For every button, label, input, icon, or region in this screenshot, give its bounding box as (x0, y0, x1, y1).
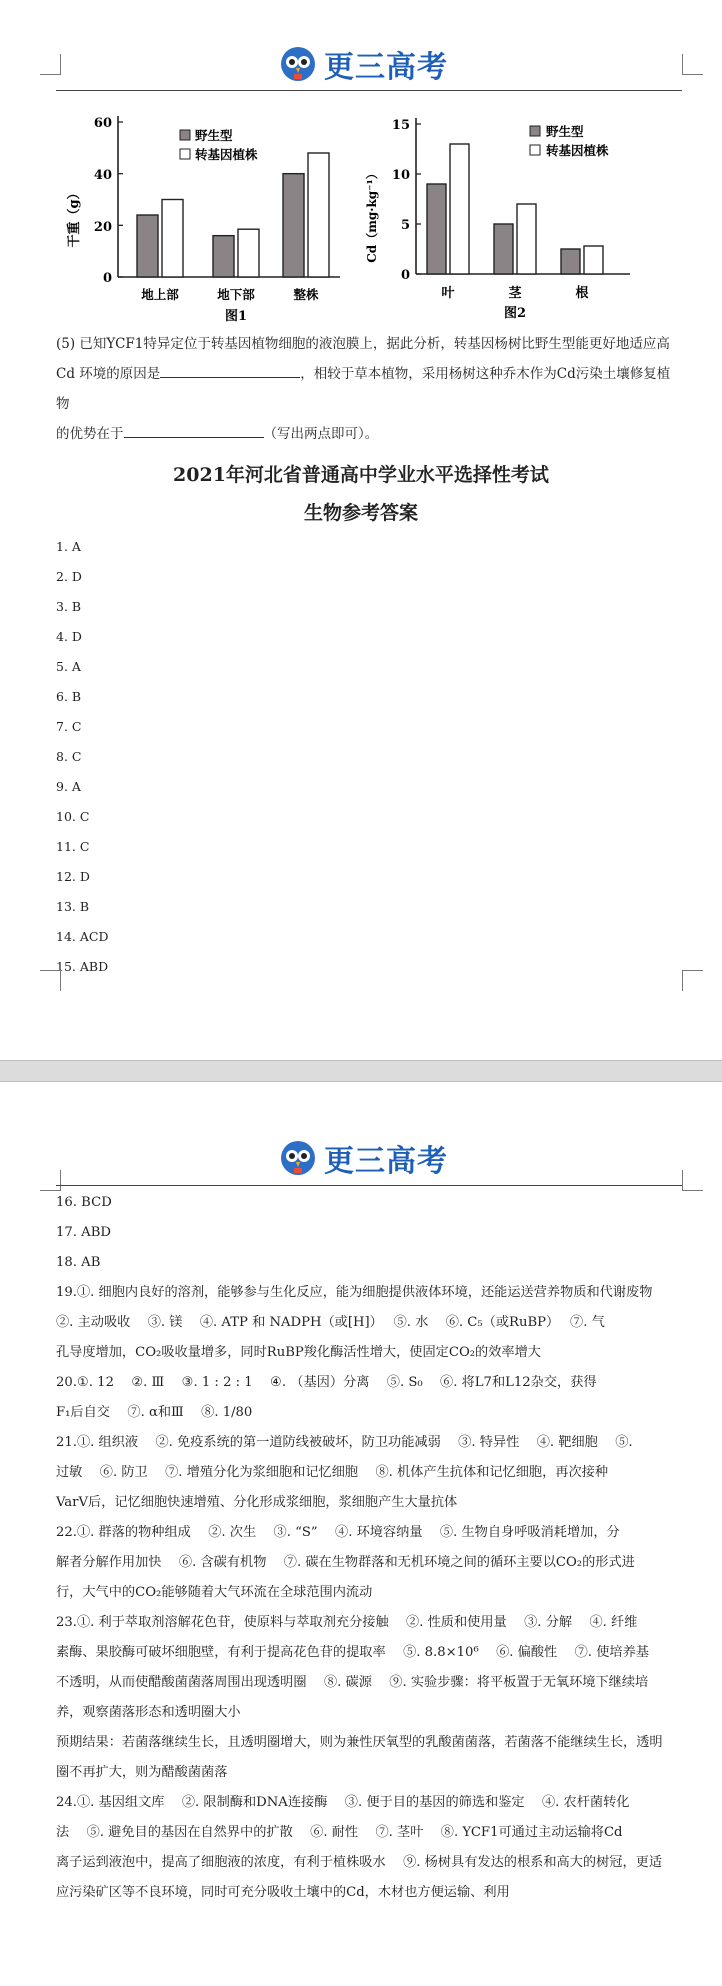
crop-mark (40, 970, 61, 991)
answer-blank (160, 363, 300, 378)
fig2-caption: 图2 (503, 306, 527, 321)
answer-line: 21.①. 组织液 ②. 免疫系统的第一道防线被破坏，防卫功能减弱 ③. 特异性 ④. 靶细胞 ⑤. (56, 1435, 633, 1450)
q5-line-1: (5) 已知YCF1特异定位于转基因植物细胞的液泡膜上，据此分析，转基因杨树比野生型能更好地适应高 (56, 336, 670, 352)
answer-item: 15. ABD (56, 959, 109, 974)
answer-18: 18. AB (56, 1255, 101, 1270)
fig2-ytick: 0 (400, 268, 410, 283)
crop-mark (682, 54, 703, 75)
fig2-ylabel: Cd（mg·kg⁻¹） (365, 167, 379, 263)
answer-line: 圈不再扩大，则为醋酸菌菌落 (56, 1765, 228, 1780)
answer-item: 9. A (56, 779, 81, 794)
answer-blank (124, 423, 264, 438)
owl-logo-icon (280, 1140, 316, 1176)
exam-subtitle: 生物参考答案 (303, 502, 418, 524)
answer-line: 离子运到液泡中，提高了细胞液的浓度，有利于植株吸水 ⑨. 杨树具有发达的根系和高大的树冠，更适 (56, 1855, 663, 1870)
bar-wild-type (137, 215, 158, 277)
q5-line-3 (56, 419, 682, 449)
answer-line: 过敏 ⑥. 防卫 ⑦. 增殖分化为浆细胞和记忆细胞 ⑧. 机体产生抗体和记忆细胞，再次接种 (56, 1465, 609, 1480)
bar-wild-type (494, 224, 513, 274)
question-5 (56, 329, 682, 449)
crop-mark (682, 970, 703, 991)
answer-item: 4. D (56, 629, 82, 644)
answer-line: 养，观察菌落形态和透明圈大小 (56, 1705, 241, 1720)
fig1-ytick: 20 (93, 220, 112, 235)
answer-21 (56, 1428, 684, 1518)
bar-wild-type (427, 184, 446, 274)
owl-logo-icon (280, 46, 316, 82)
answer-item: 6. B (56, 689, 82, 704)
answer-17: 17. ABD (56, 1225, 111, 1240)
figure-2-chart (360, 105, 680, 335)
answer-22 (56, 1518, 684, 1608)
answer-line: VarV后，记忆细胞快速增殖、分化形成浆细胞，浆细胞产生大量抗体 (56, 1495, 458, 1510)
bar-wild-type (283, 174, 304, 277)
answer-line: 24.①. 基因组文库 ②. 限制酶和DNA连接酶 ③. 便于目的基因的筛选和鉴定 ④. 农杆菌转化 (56, 1795, 630, 1810)
fig2-category: 叶 (441, 286, 455, 301)
fig2-category: 茎 (508, 286, 522, 301)
answer-line: 素酶、果胶酶可破坏细胞壁，有利于提高花色苷的提取率 ⑤. 8.8×10⁶ ⑥. 偏酸性 ⑦. 使培养基 (56, 1645, 649, 1660)
legend-swatch-transgenic (180, 149, 190, 159)
q5-line-2 (56, 359, 682, 419)
fig1-category: 地上部 (141, 287, 179, 302)
crop-mark (40, 54, 61, 75)
answer-line: 不透明，从而使醋酸菌菌落周围出现透明圈 ⑧. 碳源 ⑨. 实验步骤：将平板置于无氧环境下继续培 (56, 1675, 649, 1690)
fig2-ytick: 15 (391, 118, 410, 133)
answer-item: 10. C (56, 809, 90, 824)
fig1-category: 整株 (293, 287, 319, 302)
answer-line: 行，大气中的CO₂能够随着大气环流在全球范围内流动 (56, 1585, 373, 1600)
fig2-legend-transgenic: 转基因植株 (546, 143, 609, 158)
answer-line: ②. 主动吸收 ③. 镁 ④. ATP 和 NADPH（或[H]） ⑤. 水 ⑥. C₅（或RuBP） ⑦. 气 (56, 1315, 605, 1330)
answer-item: 2. D (56, 569, 82, 584)
answer-19 (56, 1278, 684, 1368)
fig1-legend-wild: 野生型 (195, 128, 233, 143)
bar-transgenic (308, 153, 329, 277)
answer-line: 孔导度增加，CO₂吸收量增多，同时RuBP羧化酶活性增大，使固定CO₂的效率增大 (56, 1345, 541, 1360)
page-separator (0, 1060, 722, 1082)
bar-transgenic (162, 200, 183, 278)
answer-item: 1. A (56, 539, 81, 554)
fig2-ytick: 5 (400, 218, 410, 233)
fig2-legend-wild: 野生型 (546, 124, 584, 139)
answer-item: 8. C (56, 749, 82, 764)
page-2 (0, 1082, 722, 1986)
bar-wild-type (561, 249, 580, 274)
answer-20 (56, 1368, 684, 1428)
answer-16: 16. BCD (56, 1195, 112, 1210)
bar-transgenic (450, 144, 469, 274)
fig2-ytick: 10 (391, 168, 410, 183)
fig1-ytick: 0 (102, 271, 112, 286)
header-logo (280, 42, 448, 86)
answer-item: 13. B (56, 899, 90, 914)
answer-item: 14. ACD (56, 929, 109, 944)
q5-text: （写出两点即可）。 (263, 426, 379, 442)
bar-wild-type (213, 236, 234, 277)
bar-transgenic (238, 229, 259, 277)
answer-item: 11. C (56, 839, 90, 854)
legend-swatch-transgenic (530, 145, 540, 155)
header-logo (280, 1136, 448, 1180)
answer-line: 22.①. 群落的物种组成 ②. 次生 ③. “S” ④. 环境容纳量 ⑤. 生物自身呼吸消耗增加，分 (56, 1525, 620, 1540)
answer-item: 5. A (56, 659, 81, 674)
exam-title: 2021年河北省普通高中学业水平选择性考试 (173, 464, 549, 486)
answer-line: F₁后自交 ⑦. α和Ⅲ ⑧. 1/80 (56, 1405, 253, 1420)
fig1-ylabel: 干重（g） (67, 186, 82, 248)
answer-23 (56, 1608, 684, 1788)
fig1-caption: 图1 (224, 309, 248, 324)
answer-line: 法 ⑤. 避免目的基因在自然界中的扩散 ⑥. 耐性 ⑦. 茎叶 ⑧. YCF1可通过主动运输将Cd (56, 1825, 623, 1840)
bar-transgenic (517, 204, 536, 274)
fig1-category: 地下部 (217, 287, 255, 302)
answer-24 (56, 1788, 684, 1908)
answers-16-18 (56, 1188, 684, 1278)
answer-item: 7. C (56, 719, 82, 734)
answer-line: 解者分解作用加快 ⑥. 含碳有机物 ⑦. 碳在生物群落和无机环境之间的循环主要以CO₂的形式进 (56, 1555, 635, 1570)
answer-line: 应污染矿区等不良环境，同时可充分吸收土壤中的Cd，木材也方便运输、利用 (56, 1885, 510, 1900)
q5-text: 的优势在于 (56, 426, 124, 442)
answer-line: 预期结果：若菌落继续生长，且透明圈增大，则为兼性厌氧型的乳酸菌菌落，若菌落不能继续生长，透明 (56, 1735, 663, 1750)
logo-text: 更三高考 (324, 50, 448, 85)
answer-line: 23.①. 利于萃取剂溶解花色苷，使原料与萃取剂充分接触 ②. 性质和使用量 ③. 分解 ④. 纤维 (56, 1615, 638, 1630)
q5-text: ，相较于草本植物，采用杨树这种乔木作为Cd污染土壤修复植物 (56, 366, 671, 412)
fig2-category: 根 (575, 286, 589, 301)
crop-mark (682, 1170, 703, 1191)
legend-swatch-wild (530, 126, 540, 136)
q5-text: Cd 环境的原因是 (56, 366, 161, 382)
fig1-ytick: 40 (93, 168, 112, 183)
answer-item: 3. B (56, 599, 82, 614)
answer-line: 19.①. 细胞内良好的溶剂，能够参与生化反应，能为细胞提供液体环境，还能运送营养物质和代谢废物 (56, 1285, 653, 1300)
bar-transgenic (584, 246, 603, 274)
answer-line: 20.①. 12 ②. Ⅲ ③. 1 : 2 : 1 ④. （基因）分离 ⑤. S₀ ⑥. 将L7和L12杂交，获得 (56, 1375, 597, 1390)
legend-swatch-wild (180, 130, 190, 140)
header-rule (56, 1185, 682, 1186)
header-rule (56, 90, 682, 91)
logo-text: 更三高考 (324, 1144, 448, 1179)
fig1-legend-transgenic: 转基因植株 (195, 147, 258, 162)
answer-item: 12. D (56, 869, 90, 884)
fig1-ytick: 60 (93, 116, 112, 131)
figure-1-chart (40, 105, 340, 335)
